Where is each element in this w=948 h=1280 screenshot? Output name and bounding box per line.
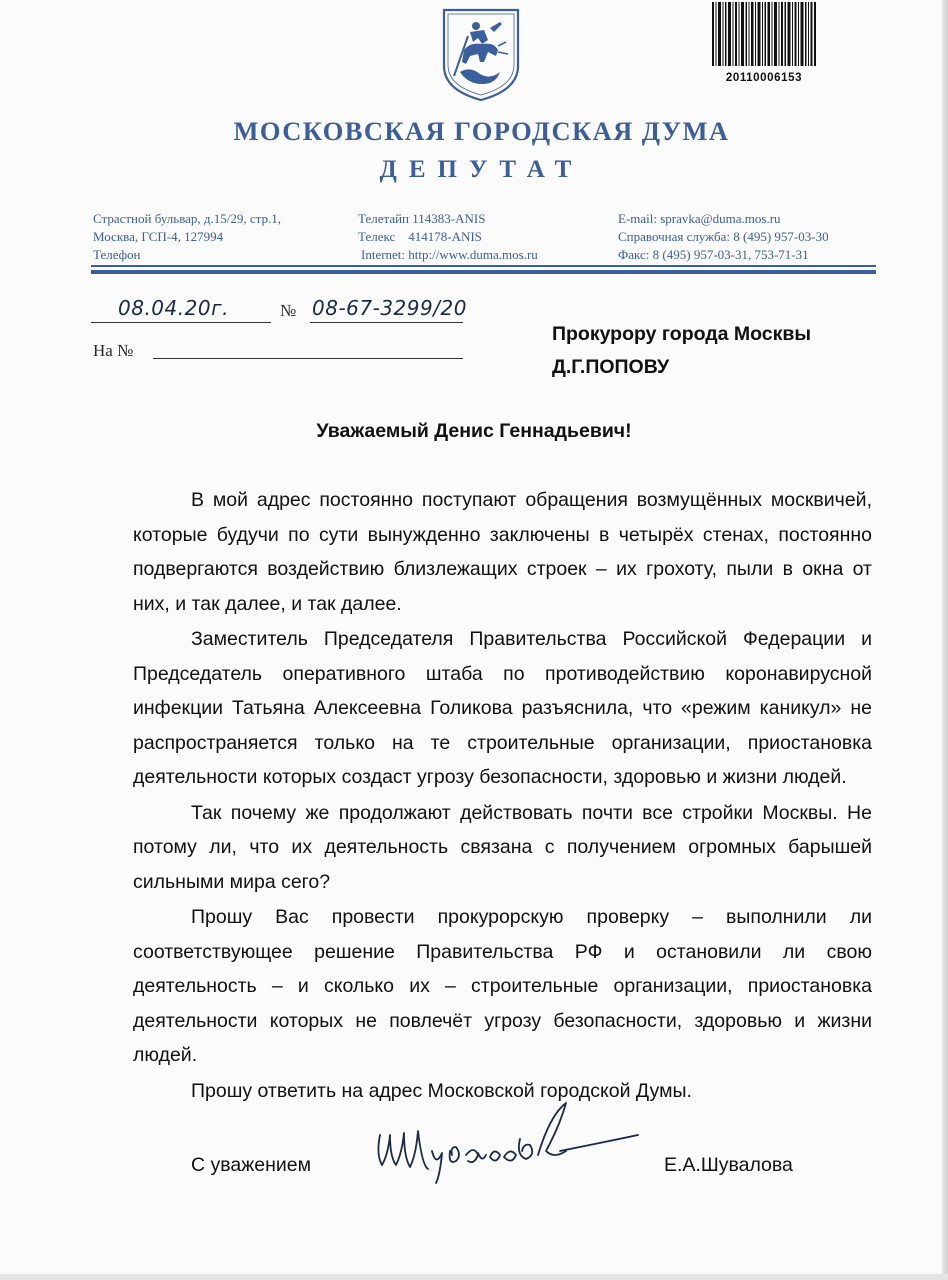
handwritten-signature [370, 1095, 645, 1185]
organization-name: МОСКОВСКАЯ ГОРОДСКАЯ ДУМА [233, 116, 730, 146]
number-underline [310, 322, 463, 323]
page-edge-shadow [942, 0, 948, 1280]
fax-number: Факс: 8 (495) 957-03-31, 753-71-31 [618, 247, 809, 262]
addressee-position: Прокурору города Москвы [552, 323, 812, 345]
reply-number-underline [153, 358, 463, 359]
paragraph-4: Прошу Вас провести прокурорскую проверку – выполнили ли соответствующее решение Правительства РФ и остановили ли свою деятельность – и сколько их – строительные организации, приостановка деятельности которых не повлечёт угрозу безопасности, здоровью и жизни людей. [133, 906, 872, 1066]
header-divider-thin [91, 265, 876, 267]
reply-to-label: На № [93, 341, 134, 360]
email-link[interactable]: E-mail: spravka@duma.mos.ru [618, 211, 781, 226]
paragraph-1: В мой адрес постоянно поступают обращения возмущённых москвичей, которые будучи по сути вынужденно заключены в четырёх стенах, постоянно подвергаются воздействию близлежащих строек – их грохоту, пыли в окна от них, и так далее, и так далее. [133, 489, 872, 615]
letter-body [133, 483, 872, 1108]
address-line-1: Страстной бульвар, д.15/29, стр.1, [93, 211, 282, 226]
outgoing-number: 08-67-3299/20 [312, 296, 467, 320]
barcode-number: 20110006153 [725, 72, 803, 84]
outgoing-date: 08.04.20г. [118, 296, 229, 320]
letterhead-title: ДЕПУТАТ [379, 156, 584, 183]
signatory-name: Е.А.Шувалова [664, 1154, 793, 1176]
moscow-coat-of-arms-icon [440, 6, 522, 102]
page-bottom-edge [0, 1274, 948, 1280]
header-divider-thick [91, 270, 876, 274]
paragraph-3: Так почему же продолжают действовать почти все стройки Москвы. Не потому ли, что их деятельность связана с получением огромных барышей сильными мира сего? [133, 801, 872, 893]
address-line-2: Москва, ГСП-4, 127994 [93, 229, 224, 244]
outgoing-number-label: № [280, 301, 297, 320]
telex-info: Телекс 414178-ANIS [358, 229, 482, 244]
barcode-graphic [712, 2, 816, 66]
closing-regards: С уважением [191, 1154, 312, 1176]
paragraph-2: Заместитель Председателя Правительства Российской Федерации и Председатель оперативного штаба по противодействию коронавирусной инфекции Татьяна Алексеевна Голикова разъяснила, что «режим каникул» не распространяется только на те строительные организации, приостановка деятельности которых создаст угрозу безопасности, здоровью и жизни людей. [133, 628, 872, 788]
paragraph-5: Прошу ответить на адрес Московской городской Думы. [191, 1079, 692, 1102]
address-line-3: Телефон [93, 247, 141, 262]
addressee-name: Д.Г.ПОПОВУ [552, 356, 670, 378]
info-service-phone: Справочная служба: 8 (495) 957-03-30 [618, 229, 829, 244]
greeting: Уважаемый Денис Геннадьевич! [316, 420, 632, 442]
date-underline [91, 322, 271, 323]
internet-link[interactable]: Internet: http://www.duma.mos.ru [361, 247, 538, 262]
teletype-info: Телетайп 114383-ANIS [358, 211, 486, 226]
